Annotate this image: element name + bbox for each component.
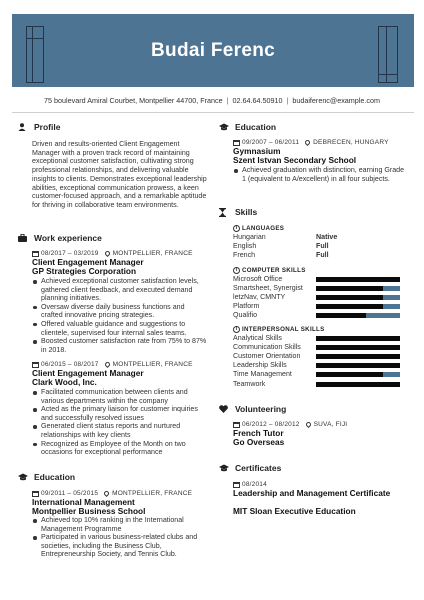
language-level: Full <box>316 242 329 250</box>
skill-level-fill <box>316 336 400 341</box>
job1-meta <box>32 250 193 257</box>
calendar-icon <box>32 251 39 257</box>
header-frame-left-inner <box>26 38 44 39</box>
skill-level-fill <box>316 372 383 377</box>
education-left-title-text: Education <box>34 472 76 482</box>
list-item: Generated client status reports and nurtured relationships with key clients <box>32 422 207 439</box>
interpersonal-skills-title-text: INTERPERSONAL SKILLS <box>242 326 325 333</box>
skill-level-bar <box>316 372 400 377</box>
edu-right-degree: Gymnasium <box>233 146 281 156</box>
job2-company: Clark Wood, Inc. <box>32 377 97 387</box>
job2-location: MONTPELLIER, FRANCE <box>112 361 193 368</box>
edu-right-meta <box>233 139 389 146</box>
list-item: Achieved graduation with distinction, earning Grade 1 (equivalent to A/excellent) in all four subjects. <box>233 166 408 183</box>
skill-level-fill <box>316 382 400 387</box>
location-pin-icon <box>304 139 311 146</box>
contact-phone: 02.64.64.50910 <box>232 96 283 105</box>
contact-email[interactable]: budaiferenc@example.com <box>292 96 380 105</box>
edu-left-bullets <box>32 516 207 559</box>
skill-name: Communication Skills <box>233 343 301 352</box>
calendar-icon <box>233 422 240 428</box>
job1-role: Client Engagement Manager <box>32 257 144 267</box>
skill-name: Analytical Skills <box>233 334 282 342</box>
skill-level-fill <box>316 345 400 350</box>
skill-level-bar <box>316 313 400 318</box>
calendar-icon <box>233 140 240 146</box>
volunteering-dates: 06/2012 – 08/2012 <box>242 421 300 428</box>
skill-name: Leadership Skills <box>233 361 287 370</box>
languages-subhead <box>233 225 284 232</box>
skill-level-fill <box>316 286 383 291</box>
volunteering-location: SUVA, FIJI <box>313 421 348 428</box>
skill-name: Teamwork <box>233 379 266 388</box>
skill-name: Qualifio <box>233 311 258 320</box>
location-pin-icon <box>305 421 312 428</box>
skill-name: letzNav, CMNTY <box>233 293 286 302</box>
skill-level-bar <box>316 277 400 282</box>
profile-text: Driven and results-oriented Client Engagement Manager with a proven track record of maintaining exceptional customer satisfaction, cultivating strong professional relationships, and delivering valuable insights to clients. Demonstrates exceptional leadership abilities, exceptional communication prowess, a keen customer-focused approach, and a remarkable aptitude for thriving in collaborative team environments. <box>32 140 207 209</box>
language-name: Hungarian <box>233 233 266 241</box>
edu-right-bullets <box>233 166 408 183</box>
volunteering-section-title <box>219 404 286 414</box>
person-icon <box>18 123 32 131</box>
list-item: Offered valuable guidance and suggestions to clientele, supervised four internal sales teams. <box>32 320 207 337</box>
briefcase-icon <box>18 234 32 242</box>
volunteering-title-text: Volunteering <box>235 404 287 414</box>
language-level: Full <box>316 251 329 259</box>
edu-left-degree: International Management <box>32 497 135 507</box>
location-pin-icon <box>104 361 111 368</box>
skill-level-bar <box>316 382 400 387</box>
info-icon: i <box>233 326 240 333</box>
edu-left-meta <box>32 490 192 497</box>
computer-skills-title-text: COMPUTER SKILLS <box>242 267 306 274</box>
skill-name: Customer Orientation <box>233 352 301 361</box>
certificate-meta <box>233 481 267 488</box>
skill-level-bar <box>316 336 400 341</box>
edu-right-location: DEBRECEN, HUNGARY <box>313 139 389 146</box>
certificates-title-text: Certificates <box>235 463 282 473</box>
edu-right-dates: 09/2007 – 06/2011 <box>242 139 300 146</box>
edu-left-dates: 09/2011 – 05/2015 <box>41 490 99 497</box>
skills-title-text: Skills <box>235 207 258 217</box>
list-item: Participated in various business-related clubs and societies, including the Business Club, Entrepreneurship Society, and Tennis Club. <box>32 533 207 559</box>
location-pin-icon <box>104 250 111 257</box>
skill-level-bar <box>316 354 400 359</box>
education-right-title-text: Education <box>235 122 277 132</box>
job2-bullets <box>32 388 207 457</box>
job2-role: Client Engagement Manager <box>32 368 144 378</box>
job2-meta <box>32 361 193 368</box>
interpersonal-skills-subhead <box>233 326 325 333</box>
certificate-date: 08/2014 <box>242 481 267 488</box>
languages-title-text: LANGUAGES <box>242 225 285 232</box>
header-frame-right-inner <box>378 74 398 75</box>
skill-name: Time Management <box>233 370 292 379</box>
list-item: Acted as the primary liaison for customer inquiries and successfully resolved issues <box>32 405 207 422</box>
language-name: English <box>233 242 257 250</box>
skill-level-fill <box>316 313 366 318</box>
language-level: Native <box>316 233 338 241</box>
header-divider <box>12 112 414 113</box>
volunteering-meta <box>233 421 347 428</box>
volunteering-role: French Tutor <box>233 428 284 438</box>
calendar-icon <box>233 482 240 488</box>
list-item: Boosted customer satisfaction rate from 75% to 87% in 2018. <box>32 337 207 354</box>
skill-level-fill <box>316 304 383 309</box>
contact-address: 75 boulevard Amiral Courbet, Montpellier 44700, France <box>44 96 223 105</box>
skill-level-bar <box>316 345 400 350</box>
graduation-cap-icon <box>219 464 233 472</box>
candidate-name: Budai Ferenc <box>151 40 275 61</box>
skill-level-bar <box>316 304 400 309</box>
volunteering-org: Go Overseas <box>233 437 285 447</box>
skill-level-bar <box>316 363 400 368</box>
heart-icon <box>219 405 233 413</box>
edu-left-location: MONTPELLIER, FRANCE <box>112 490 193 497</box>
graduation-cap-icon <box>219 123 233 131</box>
language-name: French <box>233 251 256 259</box>
certificate-name: Leadership and Management Certificate <box>233 488 391 498</box>
job2-dates: 06/2015 – 08/2017 <box>41 361 99 368</box>
job1-dates: 08/2017 – 03/2019 <box>41 250 99 257</box>
certificate-issuer: MIT Sloan Executive Education <box>233 506 356 516</box>
graduation-cap-icon <box>18 473 32 481</box>
education-right-section-title <box>219 122 276 132</box>
location-pin-icon <box>103 490 110 497</box>
skill-level-fill <box>316 354 400 359</box>
edu-left-school: Montpellier Business School <box>32 506 146 516</box>
job1-bullets <box>32 277 207 354</box>
skill-level-fill <box>316 363 400 368</box>
list-item: Recognized as Employee of the Month on two occasions for exceptional performance <box>32 440 207 457</box>
edu-right-school: Szent Istvan Secondary School <box>233 155 357 165</box>
job1-location: MONTPELLIER, FRANCE <box>112 250 193 257</box>
experience-section-title <box>18 233 102 243</box>
skills-section-title <box>219 207 257 217</box>
certificates-section-title <box>219 463 281 473</box>
skill-name: Platform <box>233 302 260 311</box>
skill-level-fill <box>316 295 383 300</box>
info-icon: i <box>233 267 240 274</box>
hourglass-icon <box>219 208 233 217</box>
list-item: Achieved top 10% ranking in the International Management Programme <box>32 516 207 533</box>
profile-section-title <box>18 122 60 132</box>
calendar-icon <box>32 362 39 368</box>
skill-name: Smartsheet, Synergist <box>233 284 303 293</box>
calendar-icon <box>32 491 39 497</box>
list-item: Facilitated communication between clients and various departments within the company <box>32 388 207 405</box>
education-left-section-title <box>18 472 75 482</box>
list-item: Oversaw diverse daily business functions and crafted innovative pricing strategies. <box>32 303 207 320</box>
profile-title-text: Profile <box>34 122 61 132</box>
skill-name: Microsoft Office <box>233 275 283 283</box>
info-icon: i <box>233 225 240 232</box>
skill-level-bar <box>316 295 400 300</box>
skill-level-fill <box>316 277 400 282</box>
resume-header <box>12 14 414 87</box>
computer-skills-subhead <box>233 267 306 274</box>
contact-line: 75 boulevard Amiral Courbet, Montpellier 44700, France | 02.64.64.50910 | budaiferenc@example.com <box>44 96 380 105</box>
experience-title-text: Work experience <box>34 233 102 243</box>
skill-level-bar <box>316 286 400 291</box>
job1-company: GP Strategies Corporation <box>32 266 137 276</box>
list-item: Achieved exceptional customer satisfaction levels, gathered client feedback, and executed demand planning initiatives. <box>32 277 207 303</box>
